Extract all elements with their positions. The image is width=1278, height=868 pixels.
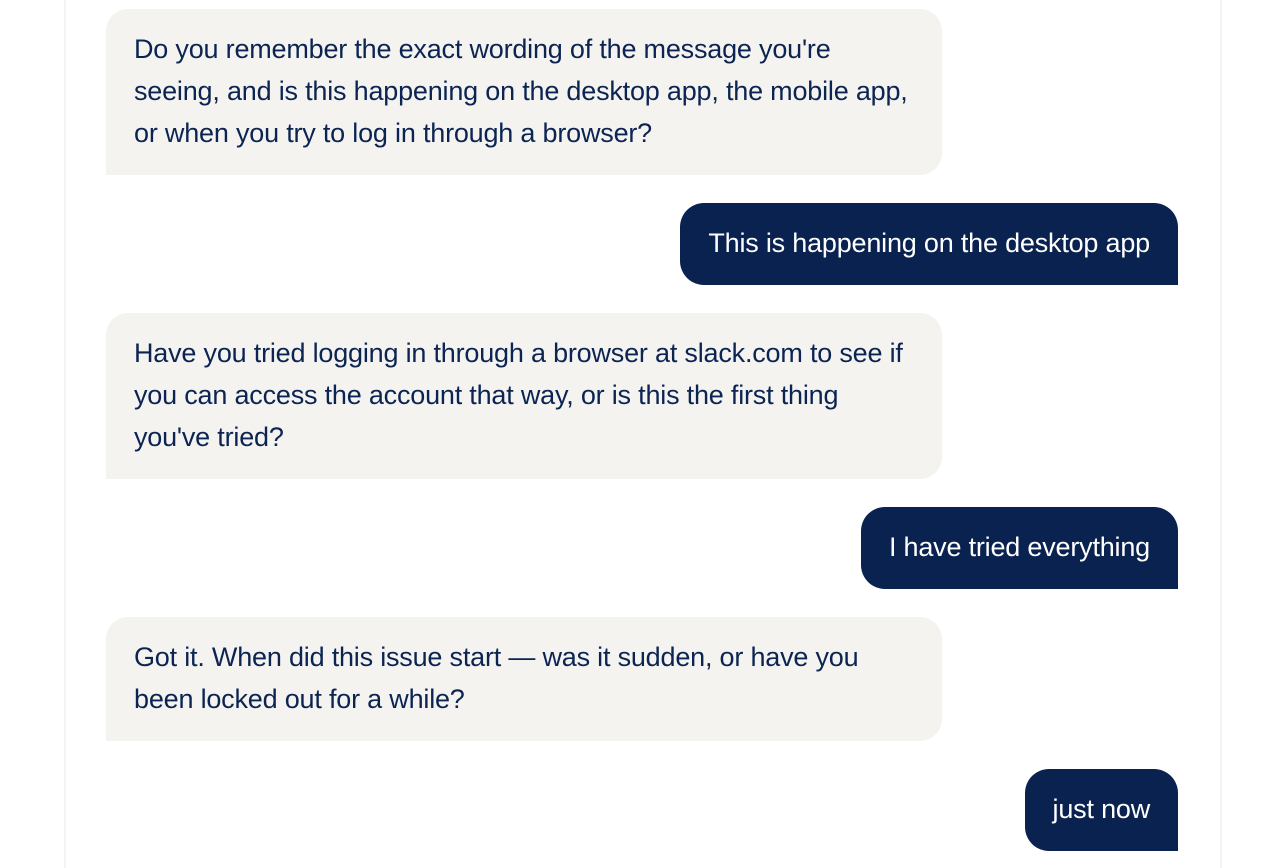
assistant-message: Have you tried logging in through a browser at slack.com to see if you can access the account that way, or is this the first thing you've tried?	[106, 313, 942, 479]
assistant-message: Got it. When did this issue start — was it sudden, or have you been locked out for a while?	[106, 617, 942, 741]
assistant-message: Do you remember the exact wording of the message you're seeing, and is this happening on the desktop app, the mobile app, or when you try to log in through a browser?	[106, 9, 942, 175]
user-message: just now	[1025, 769, 1178, 851]
user-message: I have tried everything	[861, 507, 1178, 589]
user-message: This is happening on the desktop app	[680, 203, 1178, 285]
